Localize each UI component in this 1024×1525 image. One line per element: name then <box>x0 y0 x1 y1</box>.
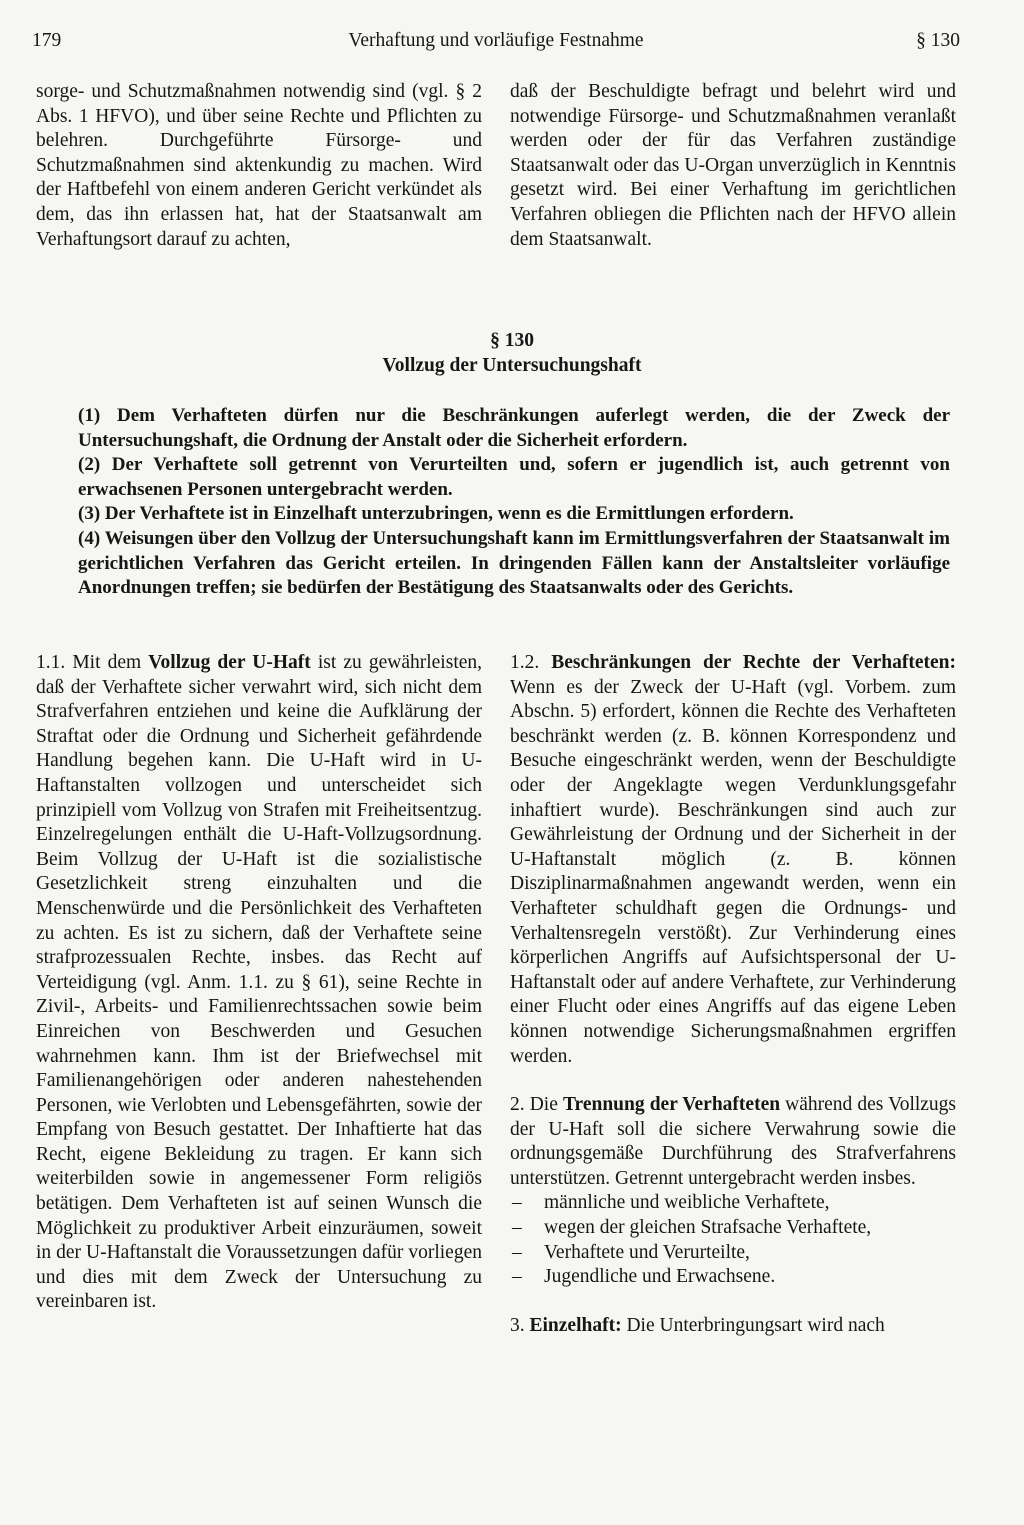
note-text: ist zu gewährleisten, daß der Verhaftete sicher verwahrt wird, sich nicht dem Strafverfahren entziehen und keine die Aufklärung der Straftat oder die Ordnung und Sicherheit gefährdende Handlung begehen kann. Die U-Haft wird in U-Haftanstalten vollzogen und unterscheidet sich prinzipiell vom Vollzug von Strafen mit Freiheitsentzug. Einzelregelungen enthält die U-Haft-Vollzugsordnung. Beim Vollzug der U-Haft ist die sozialistische Gesetzlichkeit streng einzuhalten und die Menschenwürde und die Persönlichkeit des Verhafteten zu achten. Es ist zu sichern, daß der Verhaftete seine strafprozessualen Rechte, insbes. das Recht auf Verteidigung (vgl. Anm. 1.1. zu § 61), seine Rechte in Zivil-, Arbeits- und Familienrechtssachen sowie beim Einreichen von Beschwerden und Gesuchen wahrnehmen kann. Ihm ist der Briefwechsel mit Familienangehörigen oder anderen nahestehenden Personen, wie Verlobten und Lebensgefährten, sowie der Empfang von Besuch gestattet. Der Inhaftierte hat das Recht, eigene Bekleidung zu tragen. Er kann sich weiterbilden sowie in angemessener Form religiös betätigen. Dem Verhafteten ist auf seinen Wunsch die Möglichkeit zu produktiver Arbeit einzuräumen, soweit in der U-Haftanstalt die Voraussetzungen dafür vorliegen und dies mit dem Zweck der Untersuchung zu vereinbaren ist. <box>36 652 483 1313</box>
law-text <box>78 404 950 601</box>
commentary-left-column <box>36 651 482 1315</box>
note-keyword: Trennung der Verhafteten <box>562 1094 781 1116</box>
note-lead: Mit dem <box>72 652 142 673</box>
list-dash: – <box>512 1192 522 1214</box>
list-item: – Jugendliche und Erwachsene. <box>510 1265 956 1290</box>
note-text: Wenn es der Zweck der U-Haft (vgl. Vorbem. zum Abschn. 5) erfordert, können die Rechte des Verhafteten beschränkt werden (z. B. können Korrespondenz und Besuche eingeschränkt werden, wenn der Beschuldigte oder der Angeklagte wegen Verdunklungsgefahr inhaftiert wurde). Beschränkungen sind auch zur Gewährleistung der Ordnung und der Sicherheit in der U-Haftanstalt möglich (z. B. können Disziplinarmaßnahmen angewandt werden, wenn ein Verhafteter schuldhaft gegen die Ordnungs- und Verhaltensregeln verstößt). Zur Verhinderung eines körperlichen Angriffs auf Aufsichtspersonal der U-Haftanstalt oder auf andere Verhaftete, zur Verhinderung einer Flucht oder eines Angriffs auf das eigene Leben können notwendige Sicherungsmaßnahmen ergriffen werden. <box>510 676 956 1067</box>
note-number: 1.1. <box>36 652 66 673</box>
list-dash: – <box>512 1241 522 1263</box>
list-dash: – <box>512 1266 522 1288</box>
list-item: – männliche und weibliche Verhaftete, <box>510 1191 956 1216</box>
commentary-1-2 <box>510 651 956 1069</box>
note-keyword: Beschränkungen der Rechte der Verhafteten: <box>551 652 956 673</box>
note-number: 1.2. <box>510 652 540 673</box>
law-section-number: § 130 <box>490 330 534 351</box>
section-reference: § 130 <box>916 30 960 51</box>
note-keyword: Einzelhaft: <box>529 1314 622 1336</box>
commentary-1-1 <box>36 651 482 1315</box>
top-left-column <box>36 80 482 252</box>
commentary-right-column <box>510 651 956 1338</box>
note-number: 2. <box>510 1094 525 1116</box>
continued-paragraph-right: daß der Beschuldigte befragt und belehrt wird und notwendige Fürsorge- und Schutzmaßnahmen veranlaßt werden oder der für das Verfahren zuständige Staatsanwalt oder das U-Organ unverzüglich in Kenntnis gesetzt wird. Bei einer Verhaftung im gerichtlichen Verfahren obliegen die Pflichten nach der HFVO allein dem Staatsanwalt. <box>510 81 956 250</box>
law-paragraph: (4) Weisungen über den Vollzug der Untersuchungshaft kann im Ermittlungsverfahren der Staatsanwalt im gerichtlichen Verfahren das Gericht erteilen. In dringenden Fällen kann der Anstaltsleiter vorläufige Anordnungen treffen; sie bedürfen der Bestätigung des Staatsanwalts oder des Gerichts. <box>78 527 950 599</box>
law-heading <box>0 328 1024 378</box>
law-paragraph: (2) Der Verhaftete soll getrennt von Verurteilten und, sofern er jugendlich ist, auch getrennt von erwachsenen Personen untergebracht werden. <box>78 454 950 500</box>
top-right-column <box>510 80 956 252</box>
note-keyword: Vollzug der U-Haft <box>148 652 311 673</box>
list-item: – wegen der gleichen Strafsache Verhaftete, <box>510 1216 956 1241</box>
list-dash: – <box>512 1217 522 1239</box>
continued-paragraph-left: sorge- und Schutzmaßnahmen notwendig sind (vgl. § 2 Abs. 1 HFVO), und über seine Rechte und Pflichten zu belehren. Durchgeführte Fürsorge- und Schutzmaßnahmen sind aktenkundig zu machen. Wird der Haftbefehl von einem anderen Gericht verkündet als dem, das ihn erlassen hat, hat der Staatsanwalt am Verhaftungsort darauf zu achten, <box>36 81 482 250</box>
commentary-3 <box>510 1314 956 1339</box>
list-item: – Verhaftete und Verurteilte, <box>510 1241 956 1266</box>
separation-list <box>510 1191 956 1289</box>
law-paragraph: (1) Dem Verhafteten dürfen nur die Beschränkungen auferlegt werden, die der Zweck der Untersuchungshaft, die Ordnung der Anstalt oder die Sicherheit erfordern. <box>78 405 950 451</box>
page-header <box>32 30 960 58</box>
law-paragraph: (3) Der Verhaftete ist in Einzelhaft unterzubringen, wenn es die Ermittlungen erfordern. <box>78 503 794 525</box>
commentary-2 <box>510 1093 956 1191</box>
note-number: 3. <box>510 1314 525 1336</box>
note-lead: Die <box>529 1094 558 1116</box>
page-number: 179 <box>32 30 62 51</box>
law-section-title: Vollzug der Untersuchungshaft <box>382 355 642 376</box>
note-text: Die Unterbringungsart wird nach <box>626 1314 885 1336</box>
running-title: Verhaftung und vorläufige Festnahme <box>348 30 644 51</box>
note-text: während des Vollzugs der U-Haft soll die sichere Verwahrung sowie die ordnungsgemäße Durchführung des Strafverfahrens unterstützen. Getrennt untergebracht werden insbes. <box>510 1094 957 1189</box>
